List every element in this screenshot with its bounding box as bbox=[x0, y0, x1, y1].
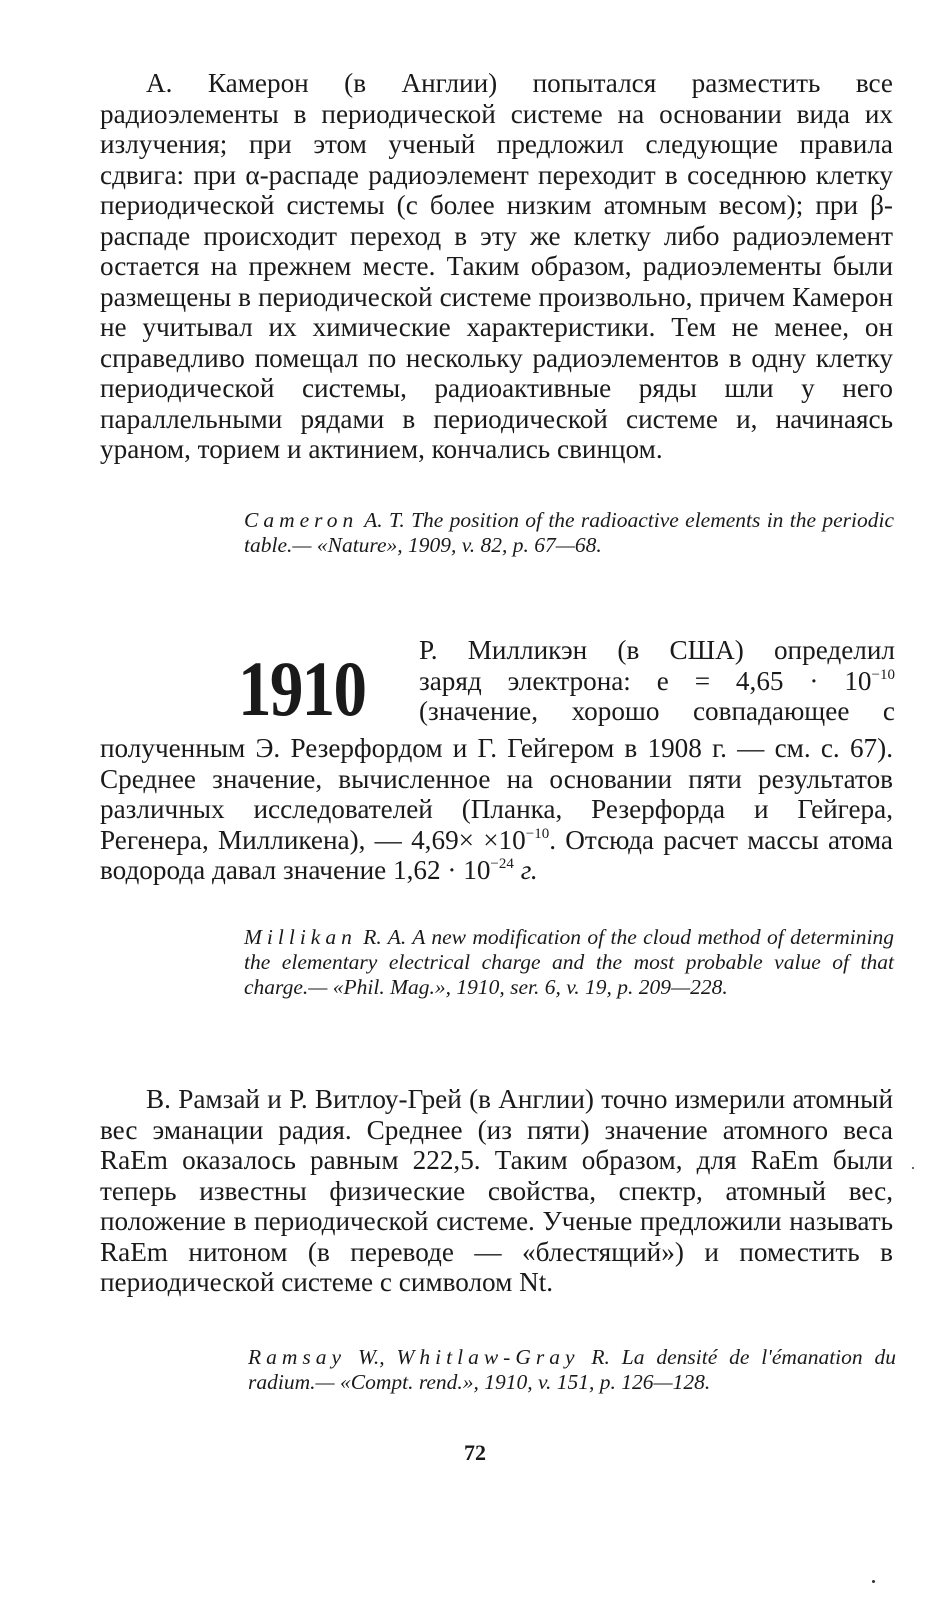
side-line-3: (значение, хорошо совпадающее с bbox=[419, 696, 895, 726]
scan-speck bbox=[912, 1167, 914, 1169]
scan-speck bbox=[872, 1580, 875, 1583]
paragraph-millikan bbox=[100, 733, 893, 886]
reference-text: W., bbox=[346, 1345, 397, 1369]
side-line-2-text: заряд электрона: e = 4,65 · 10 bbox=[419, 665, 872, 696]
reference-text: R. La densité de l'émanation du radium.— «Compt. rend.», 1910, v. 151, p. 126—128. bbox=[248, 1345, 897, 1394]
reference-millikan bbox=[244, 925, 894, 1000]
millikan-text-1: полученным Э. Резерфордом и Г. Гейгером в 1908 г. — см. с. 67). Среднее значение, вычисленное на основании пяти результатов различных исследователей (Планка, Резерфорда и Гейгера, Регенера, Милликена), — 4,69× ×10 bbox=[100, 733, 893, 855]
side-line-2 bbox=[419, 666, 895, 697]
exponent: −10 bbox=[525, 825, 550, 842]
reference-ramsay bbox=[248, 1345, 896, 1395]
side-line-1: Р. Милликэн (в США) определил bbox=[419, 635, 895, 665]
reference-author: Ramsay bbox=[248, 1345, 347, 1369]
reference-author: Millikan bbox=[244, 925, 357, 949]
paragraph-millikan-side bbox=[419, 635, 895, 727]
reference-author: Whitlaw-Gray bbox=[396, 1345, 580, 1369]
millikan-text-3: г. bbox=[513, 855, 538, 885]
exponent: −24 bbox=[490, 856, 514, 872]
paragraph-cameron: А. Камерон (в Англии) попытался разместить все радиоэлементы в периодической системе на основании вида их излучения; при этом ученый предложил следующие правила сдвига: при α-распаде радиоэлемент переходит в соседнюю клетку периодической системы (с более низким атомным весом); при β-распаде происходит переход в эту же клетку либо радиоэлемент остается на прежнем месте. Таким образом, радиоэлементы были размещены в периодической системе произвольно, причем Камерон не учитывал их химические характеристики. Тем не менее, он справедливо помещал по нескольку радиоэлементов в одну клетку периодической системы, радиоактивные ряды шли у него параллельными рядами в периодической системе и, начинаясь ураном, торием и актинием, кончались свинцом. bbox=[100, 68, 893, 464]
paragraph-ramsay: В. Рамзай и Р. Витлоу-Грей (в Англии) точно измерили атомный вес эманации радия. Среднее (из пяти) значение атомного веса RaEm оказалось равным 222,5. Таким образом, для RaEm были теперь известны физические свойства, спектр, атомный вес, положение в периодической системе. Ученые предложили называть RaEm нитоном (в переводе — «блестящий») и поместить в периодической системе с символом Nt. bbox=[100, 1084, 893, 1297]
year-heading: 1910 bbox=[238, 645, 366, 732]
reference-text: A. T. The position of the radioactive elements in the periodic table.— «Nature», 1909, v. 82, p. 67—68. bbox=[244, 508, 894, 557]
reference-author: Cameron bbox=[244, 508, 359, 532]
millikan-text-2: . Отсюда расчет массы атома водорода давал значение 1,62 · 10 bbox=[100, 824, 893, 885]
reference-text: R. A. A new modification of the cloud method of determining the elementary electrical charge and the most probable value of that charge.— «Phil. Mag.», 1910, ser. 6, v. 19, p. 209—228. bbox=[244, 925, 894, 999]
page-number: 72 bbox=[464, 1440, 486, 1465]
reference-cameron bbox=[244, 508, 894, 558]
exponent: −10 bbox=[871, 666, 895, 683]
